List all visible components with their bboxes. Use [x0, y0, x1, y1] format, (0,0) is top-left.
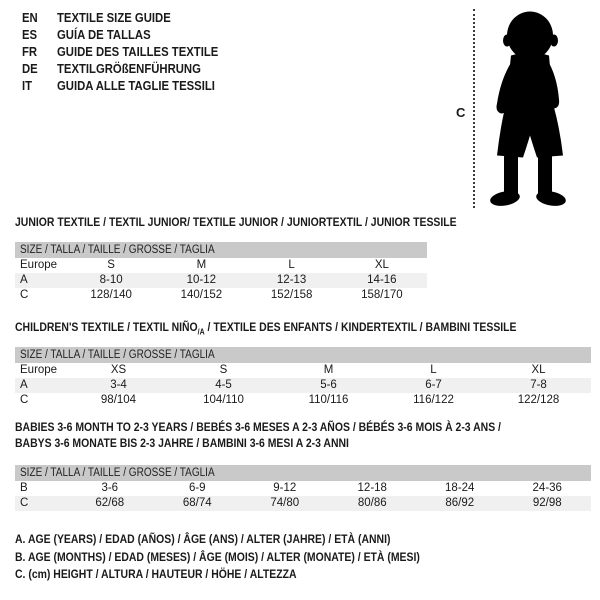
- size-value-cell: 122/128: [517, 394, 560, 406]
- guide-title-it: GUIDA ALLE TAGLIE TESSILI: [57, 78, 215, 93]
- size-value-cell: 12-18: [357, 482, 387, 494]
- guide-title-en: TEXTILE SIZE GUIDE: [57, 10, 171, 25]
- language-code: FR: [22, 44, 38, 59]
- row-label: A: [20, 379, 28, 391]
- section-title-line1: BABIES 3-6 MONTH TO 2-3 YEARS / BEBÉS 3-6 MESES A 2-3 AÑOS / BÉBÉS 3-6 MOIS À 2-3 ANS /: [15, 420, 501, 434]
- language-list: [22, 9, 242, 94]
- language-code: EN: [22, 10, 38, 25]
- size-value-cell: 14-16: [367, 274, 397, 286]
- section-title-junior: [15, 214, 523, 230]
- size-header-text: SIZE / TALLA / TAILLE / GRÖSSE / TAGLIA: [20, 467, 215, 479]
- row-label: C: [20, 289, 29, 301]
- size-value-cell: L: [430, 364, 437, 376]
- row-label: C: [20, 394, 29, 406]
- babies-size-table: [15, 465, 591, 511]
- size-value-cell: S: [219, 364, 228, 376]
- size-value-cell: 18-24: [445, 482, 475, 494]
- size-value-cell: 152/158: [270, 289, 313, 301]
- guide-title-es: GUÍA DE TALLAS: [57, 27, 151, 42]
- table-row-months: [15, 481, 591, 496]
- gender-subscript: /A: [197, 327, 205, 337]
- size-value-cell: 128/140: [90, 289, 132, 301]
- size-value-cell: XS: [110, 364, 127, 376]
- language-row-it: [22, 77, 242, 94]
- table-row-age: [15, 378, 591, 393]
- size-value-cell: 12-13: [276, 274, 307, 286]
- guide-title-fr: GUIDE DES TAILLES TEXTILE: [57, 44, 219, 59]
- size-value-cell: L: [288, 259, 295, 271]
- size-value-cell: 62/68: [95, 497, 125, 509]
- language-code: ES: [22, 27, 38, 42]
- children-size-table: [15, 347, 591, 408]
- row-label: Europe: [20, 259, 58, 271]
- size-value-cell: 140/152: [180, 289, 223, 301]
- size-header-band: [15, 465, 591, 481]
- size-value-cell: 74/80: [270, 497, 300, 509]
- section-title-text: JUNIOR TEXTILE / TEXTIL JUNIOR/ TEXTILE JUNIOR / JUNIORTEXTIL / JUNIOR TESSILE: [15, 215, 457, 229]
- section-title-line2: BABYS 3-6 MONATE BIS 2-3 JAHRE / BAMBINI 3-6 MESI A 2-3 ANNI: [15, 436, 349, 450]
- table-row-height: [15, 393, 591, 408]
- size-value-cell: 98/104: [100, 394, 137, 406]
- size-value-cell: 10-12: [186, 274, 217, 286]
- size-value-cell: 4-5: [215, 379, 232, 391]
- size-value-cell: 116/122: [413, 394, 454, 406]
- table-row-europe: [15, 363, 591, 378]
- baby-silhouette-icon: [484, 9, 572, 208]
- legend-line-c: [15, 566, 480, 584]
- size-value-cell: 7-8: [530, 379, 547, 391]
- junior-size-table: [15, 242, 427, 303]
- height-measure-dotted-line: [473, 9, 475, 208]
- size-value-cell: S: [107, 259, 115, 271]
- size-value-cell: 92/98: [532, 497, 562, 509]
- row-label: Europe: [20, 364, 58, 376]
- size-value-cell: M: [323, 364, 334, 376]
- size-header-text: SIZE / TALLA / TAILLE / GRÖSSE / TAGLIA: [20, 244, 215, 256]
- size-value-cell: 80/86: [357, 497, 387, 509]
- size-value-cell: 9-12: [273, 482, 297, 494]
- size-value-cell: 24-36: [532, 482, 562, 494]
- size-value-cell: 110/116: [308, 394, 349, 406]
- language-row-fr: [22, 43, 242, 60]
- size-value-cell: XL: [531, 364, 546, 376]
- size-value-cell: XL: [374, 259, 389, 271]
- legend-text-c: C. (cm) HEIGHT / ALTURA / HAUTEUR / HÖHE / ALTEZZA: [15, 567, 297, 581]
- language-code: DE: [22, 61, 38, 76]
- size-value-cell: 158/170: [361, 289, 403, 301]
- table-row-height: [15, 288, 427, 303]
- language-row-en: [22, 9, 242, 26]
- legend-line-a: [15, 531, 480, 549]
- legend-text-a: A. AGE (YEARS) / EDAD (AÑOS) / ÂGE (ANS) / ALTER (JAHRE) / ETÀ (ANNI): [15, 532, 391, 546]
- language-row-es: [22, 26, 242, 43]
- size-value-cell: 5-6: [320, 379, 337, 391]
- size-header-band: [15, 242, 427, 258]
- size-value-cell: 6-9: [188, 482, 206, 494]
- row-label: C: [20, 497, 29, 509]
- size-value-cell: 68/74: [182, 497, 212, 509]
- size-value-cell: 86/92: [445, 497, 475, 509]
- size-value-cell: 3-6: [101, 482, 119, 494]
- row-label: A: [20, 274, 28, 286]
- table-row-age: [15, 273, 427, 288]
- language-row-de: [22, 60, 242, 77]
- legend-line-b: [15, 549, 480, 567]
- legend-text-b: B. AGE (MONTHS) / EDAD (MESES) / ÂGE (MOIS) / ALTER (MONATE) / ETÀ (MESI): [15, 549, 420, 564]
- table-row-europe: [15, 258, 427, 273]
- guide-title-de: TEXTILGRÖßENFÜHRUNG: [57, 61, 201, 76]
- legend: [15, 531, 480, 584]
- table-row-height: [15, 496, 591, 511]
- language-code: IT: [22, 78, 33, 93]
- size-value-cell: 104/110: [203, 394, 244, 406]
- section-title-children: [15, 319, 591, 340]
- row-label: B: [20, 482, 28, 494]
- size-value-cell: 3-4: [110, 379, 127, 391]
- size-header-text: SIZE / TALLA / TAILLE / GRÖSSE / TAGLIA: [20, 349, 215, 361]
- size-value-cell: 8-10: [99, 274, 123, 286]
- height-measure-label: C: [456, 105, 466, 120]
- size-value-cell: M: [196, 259, 207, 271]
- size-value-cell: 6-7: [425, 379, 442, 391]
- size-header-band: [15, 347, 591, 363]
- section-title-babies: [15, 419, 574, 451]
- section-title-text: CHILDREN'S TEXTILE / TEXTIL $NIÑO_{/A}$ / TEXTILE DES ENFANTS / KINDERTEXTIL / BAMBINI TESSILE: [15, 320, 517, 337]
